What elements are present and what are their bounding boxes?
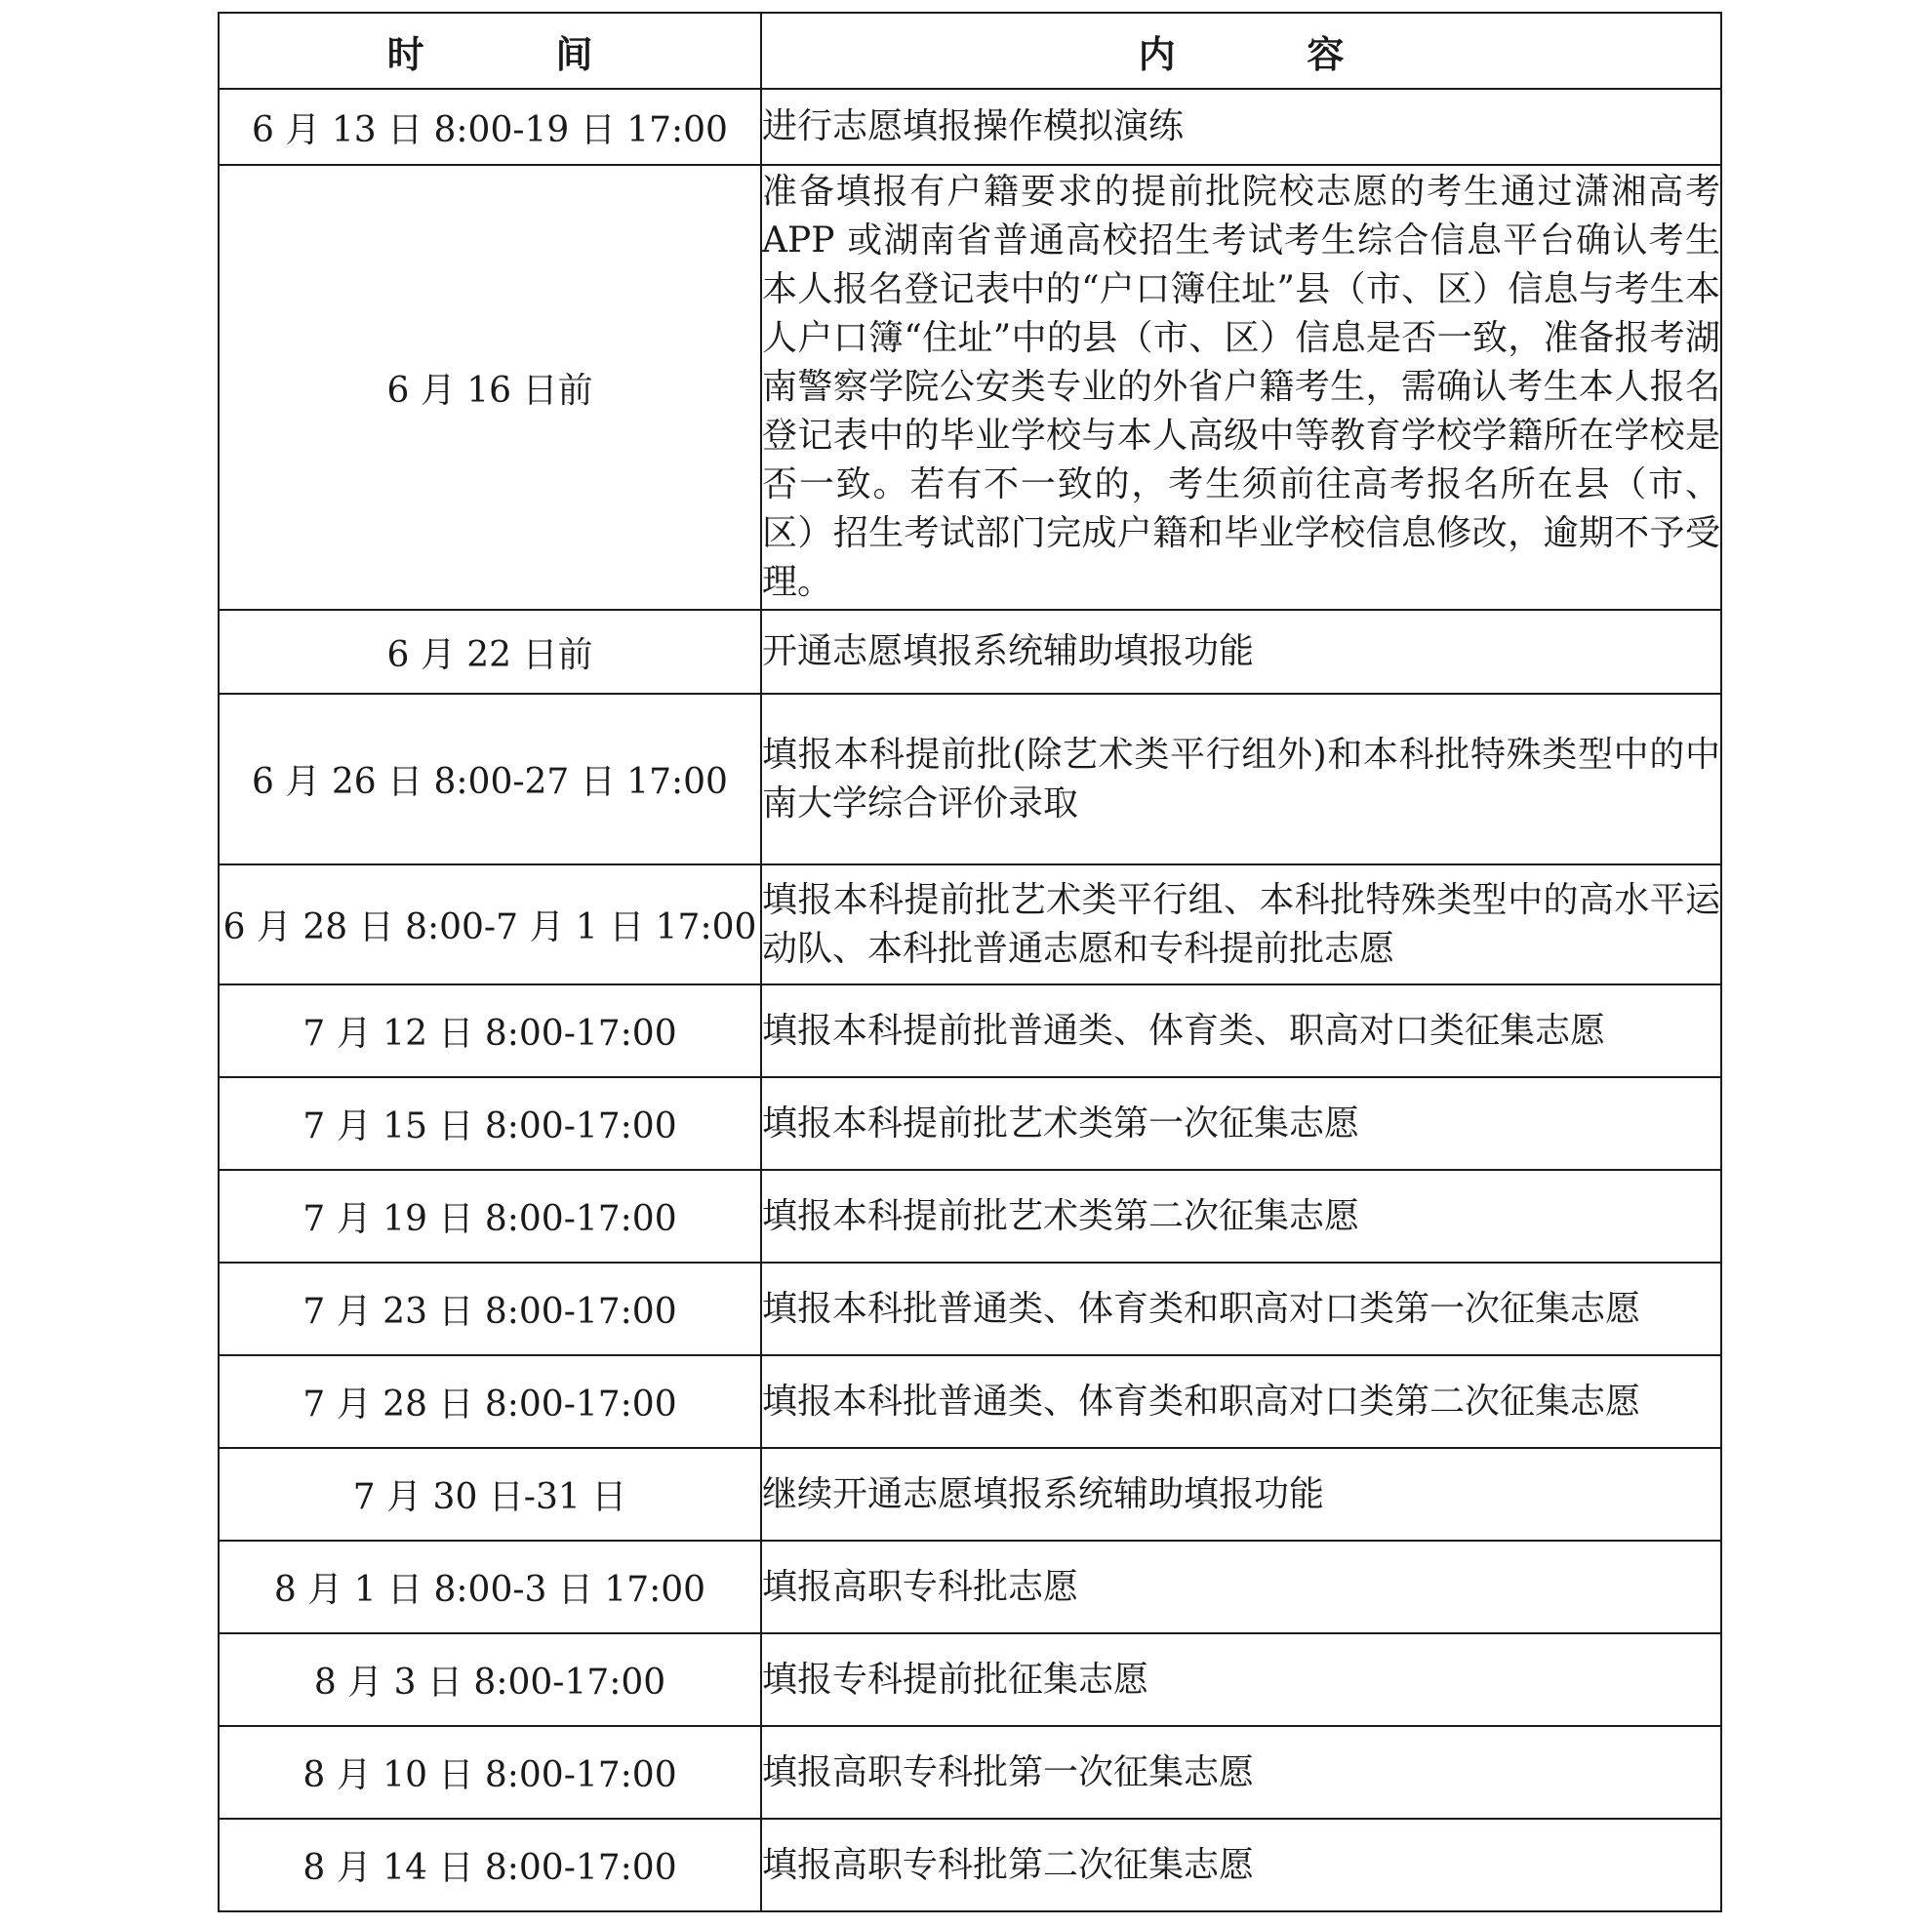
table-row [219, 89, 1721, 165]
row-time: 8 月 10 日 8:00-17:00 [219, 1726, 761, 1819]
header-time: 时 间 [219, 13, 761, 89]
row-time: 7 月 30 日-31 日 [219, 1448, 761, 1541]
row-time: 6 月 26 日 8:00-27 日 17:00 [219, 694, 761, 864]
table-row [219, 1355, 1721, 1448]
table-row [219, 984, 1721, 1077]
table-header-row [219, 13, 1721, 89]
table-row [219, 1263, 1721, 1355]
row-content: 进行志愿填报操作模拟演练 [761, 89, 1721, 165]
row-time: 7 月 12 日 8:00-17:00 [219, 984, 761, 1077]
row-content: 填报本科提前批艺术类第一次征集志愿 [761, 1077, 1721, 1170]
row-content: 填报本科批普通类、体育类和职高对口类第二次征集志愿 [761, 1355, 1721, 1448]
row-content: 填报高职专科批志愿 [761, 1541, 1721, 1633]
row-time: 8 月 14 日 8:00-17:00 [219, 1819, 761, 1911]
table-row [219, 1633, 1721, 1726]
row-time: 8 月 1 日 8:00-3 日 17:00 [219, 1541, 761, 1633]
row-content: 填报本科提前批艺术类第二次征集志愿 [761, 1170, 1721, 1263]
row-time: 7 月 28 日 8:00-17:00 [219, 1355, 761, 1448]
schedule-table [218, 12, 1722, 1912]
row-time: 6 月 16 日前 [219, 165, 761, 610]
row-content: 继续开通志愿填报系统辅助填报功能 [761, 1448, 1721, 1541]
table-row [219, 1726, 1721, 1819]
table-row [219, 1541, 1721, 1633]
row-content: 填报本科提前批艺术类平行组、本科批特殊类型中的高水平运动队、本科批普通志愿和专科提前批志愿 [761, 864, 1721, 984]
table-row [219, 694, 1721, 864]
row-content: 填报本科提前批(除艺术类平行组外)和本科批特殊类型中的中南大学综合评价录取 [761, 694, 1721, 864]
row-content: 填报本科提前批普通类、体育类、职高对口类征集志愿 [761, 984, 1721, 1077]
row-time: 8 月 3 日 8:00-17:00 [219, 1633, 761, 1726]
table-row [219, 1448, 1721, 1541]
table-row [219, 1077, 1721, 1170]
table-row [219, 864, 1721, 984]
row-content: 准备填报有户籍要求的提前批院校志愿的考生通过潇湘高考 APP 或湖南省普通高校招生考试考生综合信息平台确认考生本人报名登记表中的“户口簿住址”县（市、区）信息与考生本人户口簿“住址”中的县（市、区）信息是否一致，准备报考湖南警察学院公安类专业的外省户籍考生，需确认考生本人报名登记表中的毕业学校与本人高级中等教育学校学籍所在学校是否一致。若有不一致的，考生须前往高考报名所在县（市、区）招生考试部门完成户籍和毕业学校信息修改，逾期不予受理。 [761, 165, 1721, 610]
row-content: 填报本科批普通类、体育类和职高对口类第一次征集志愿 [761, 1263, 1721, 1355]
row-time: 6 月 28 日 8:00-7 月 1 日 17:00 [219, 864, 761, 984]
row-content: 开通志愿填报系统辅助填报功能 [761, 610, 1721, 694]
table-row [219, 165, 1721, 610]
table-row [219, 610, 1721, 694]
row-time: 7 月 23 日 8:00-17:00 [219, 1263, 761, 1355]
row-time: 6 月 13 日 8:00-19 日 17:00 [219, 89, 761, 165]
table-row [219, 1170, 1721, 1263]
row-content: 填报高职专科批第二次征集志愿 [761, 1819, 1721, 1911]
row-time: 7 月 19 日 8:00-17:00 [219, 1170, 761, 1263]
row-time: 7 月 15 日 8:00-17:00 [219, 1077, 761, 1170]
row-content: 填报专科提前批征集志愿 [761, 1633, 1721, 1726]
row-content: 填报高职专科批第一次征集志愿 [761, 1726, 1721, 1819]
table-row [219, 1819, 1721, 1911]
row-time: 6 月 22 日前 [219, 610, 761, 694]
header-content: 内 容 [761, 13, 1721, 89]
